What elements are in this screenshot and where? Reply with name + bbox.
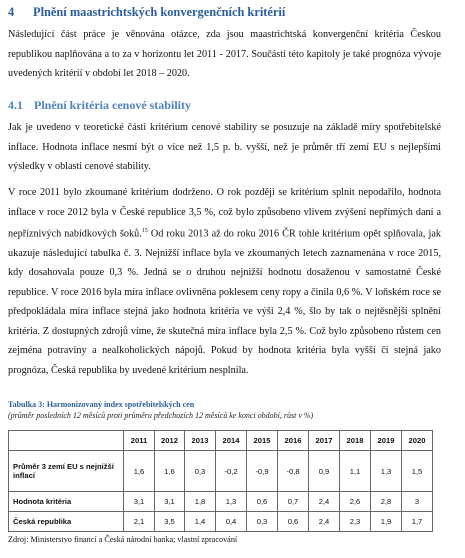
header-year: 2019 (371, 431, 402, 451)
inflation-table (8, 430, 433, 532)
table-cell: 0,7 (278, 492, 309, 512)
section-heading (8, 5, 285, 20)
table-cell: 3,1 (124, 492, 155, 512)
table-cell: 2,4 (309, 492, 340, 512)
table-row (9, 451, 433, 492)
table-cell: 2,1 (124, 512, 155, 532)
table-cell: -0,8 (278, 451, 309, 492)
table-cell: 3 (402, 492, 433, 512)
table-row (9, 512, 433, 532)
row-label: Česká republika (9, 512, 124, 532)
table-cell: 2,4 (309, 512, 340, 532)
subsection-title: Plnění kritéria cenové stability (34, 98, 191, 112)
subsection-heading (8, 98, 191, 113)
section-title: Plnění maastrichtských konvergenčních kritérií (33, 5, 286, 19)
header-year: 2016 (278, 431, 309, 451)
table-cell: 1,8 (185, 492, 216, 512)
table-cell: 1,3 (216, 492, 247, 512)
table-cell: 1,5 (402, 451, 433, 492)
table-cell: 0,9 (309, 451, 340, 492)
header-year: 2018 (340, 431, 371, 451)
subsection-number: 4.1 (8, 98, 23, 112)
table-cell: 1,4 (185, 512, 216, 532)
table-cell: 0,3 (247, 512, 278, 532)
table-row (9, 492, 433, 512)
table-cell: 3,1 (155, 492, 185, 512)
table-cell: 3,5 (155, 512, 185, 532)
intro-paragraph: Následující část práce je věnována otázce, zda jsou maastrichtská konvergenční kritéria Českou republikou naplňována a to za v horizontu let 2011 - 2017. Součástí této kapitoly je také prognóza vývoje uvedených kritérií v období let 2018 – 2020. (8, 29, 441, 79)
table-source: Zdroj: Ministerstvo financí a Česká národní banka; vlastní zpracování (8, 535, 238, 544)
table-cell: 1,1 (340, 451, 371, 492)
table-cell: 0,6 (247, 492, 278, 512)
section-number: 4 (8, 5, 15, 19)
table-cell: 1,7 (402, 512, 433, 532)
table-cell: 1,6 (124, 451, 155, 492)
header-year: 2011 (124, 431, 155, 451)
header-year: 2015 (247, 431, 278, 451)
paragraph-3 (8, 183, 441, 380)
header-year: 2020 (402, 431, 433, 451)
table-caption: Tabulka 3: Harmonizovaný index spotřebitelských cen (8, 400, 195, 409)
table-cell: 0,4 (216, 512, 247, 532)
table-header-row (9, 431, 433, 451)
table-cell: 0,6 (278, 512, 309, 532)
row-label: Hodnota kritéria (9, 492, 124, 512)
table-cell: 1,9 (371, 512, 402, 532)
row-label: Průměr 3 zemí EU s nejnižší inflací (9, 451, 124, 492)
table-cell: 0,3 (185, 451, 216, 492)
paragraph-3a: V roce 2011 bylo zkoumané kritérium dodrženo. O rok později se kritérium splnit nepodařilo, hodnota inflace v roce 2012 byla v České republice 3,5 %, což bylo způsobeno vlivem zvýšení nepřímých daní a nepříznivých nabídkových šoků. (8, 187, 441, 240)
table-subcaption: (průměr posledních 12 měsíců proti průměru předchozích 12 měsíců ke konci období, růst v %) (8, 411, 314, 420)
header-empty (9, 431, 124, 451)
header-year: 2012 (155, 431, 185, 451)
table-cell: 1,3 (371, 451, 402, 492)
paragraph-2: Jak je uvedeno v teoretické části kritérium cenové stability se posuzuje na základě míry spotřebitelské inflace. Hodnota inflace nesmí být o více než 1,5 p. b. vyšší, než je průměr tří zemí EU s nejlepšími výsledky v oblasti cenové stability. (8, 122, 441, 172)
table-cell: 2,8 (371, 492, 402, 512)
header-year: 2013 (185, 431, 216, 451)
header-year: 2017 (309, 431, 340, 451)
paragraph-3b: Od roku 2013 až do roku 2016 ČR tohle kritérium opět splňovala, jak ukazuje následující tabulka č. 3. Nejnižší inflace byla ve zkoumaných letech zaznamenána v roce 2015, kdy dosahovala pouze 0,3 %. Jedná se o druhou nejnižší hodnotu dosaženou v samostatné České republice. V roce 2016 byla míra inflace ovlivněna poklesem ceny ropy a činila 0,6 %. V loňském roce se předpokládala míra inflace stejná jako hodnota kritéria ve výši 2,4 %, šlo by tak o nejtěsnější splnění kritéria. Z dostupných zdrojů víme, že skutečná míra inflace byla 2,5 %. Což bylo způsobeno růstem cen zejména potraviny a nealkoholických nápojů. Pokud by hodnota kritéria byla vyšší či stejná jako prognóza, Česká republika by uvedené kritérium nesplnila. (8, 228, 441, 376)
table-cell: -0,9 (247, 451, 278, 492)
footnote-ref[interactable]: 15 (141, 228, 148, 234)
table-cell: 2,3 (340, 512, 371, 532)
table-cell: -0,2 (216, 451, 247, 492)
table-cell: 1,6 (155, 451, 185, 492)
header-year: 2014 (216, 431, 247, 451)
table-cell: 2,6 (340, 492, 371, 512)
